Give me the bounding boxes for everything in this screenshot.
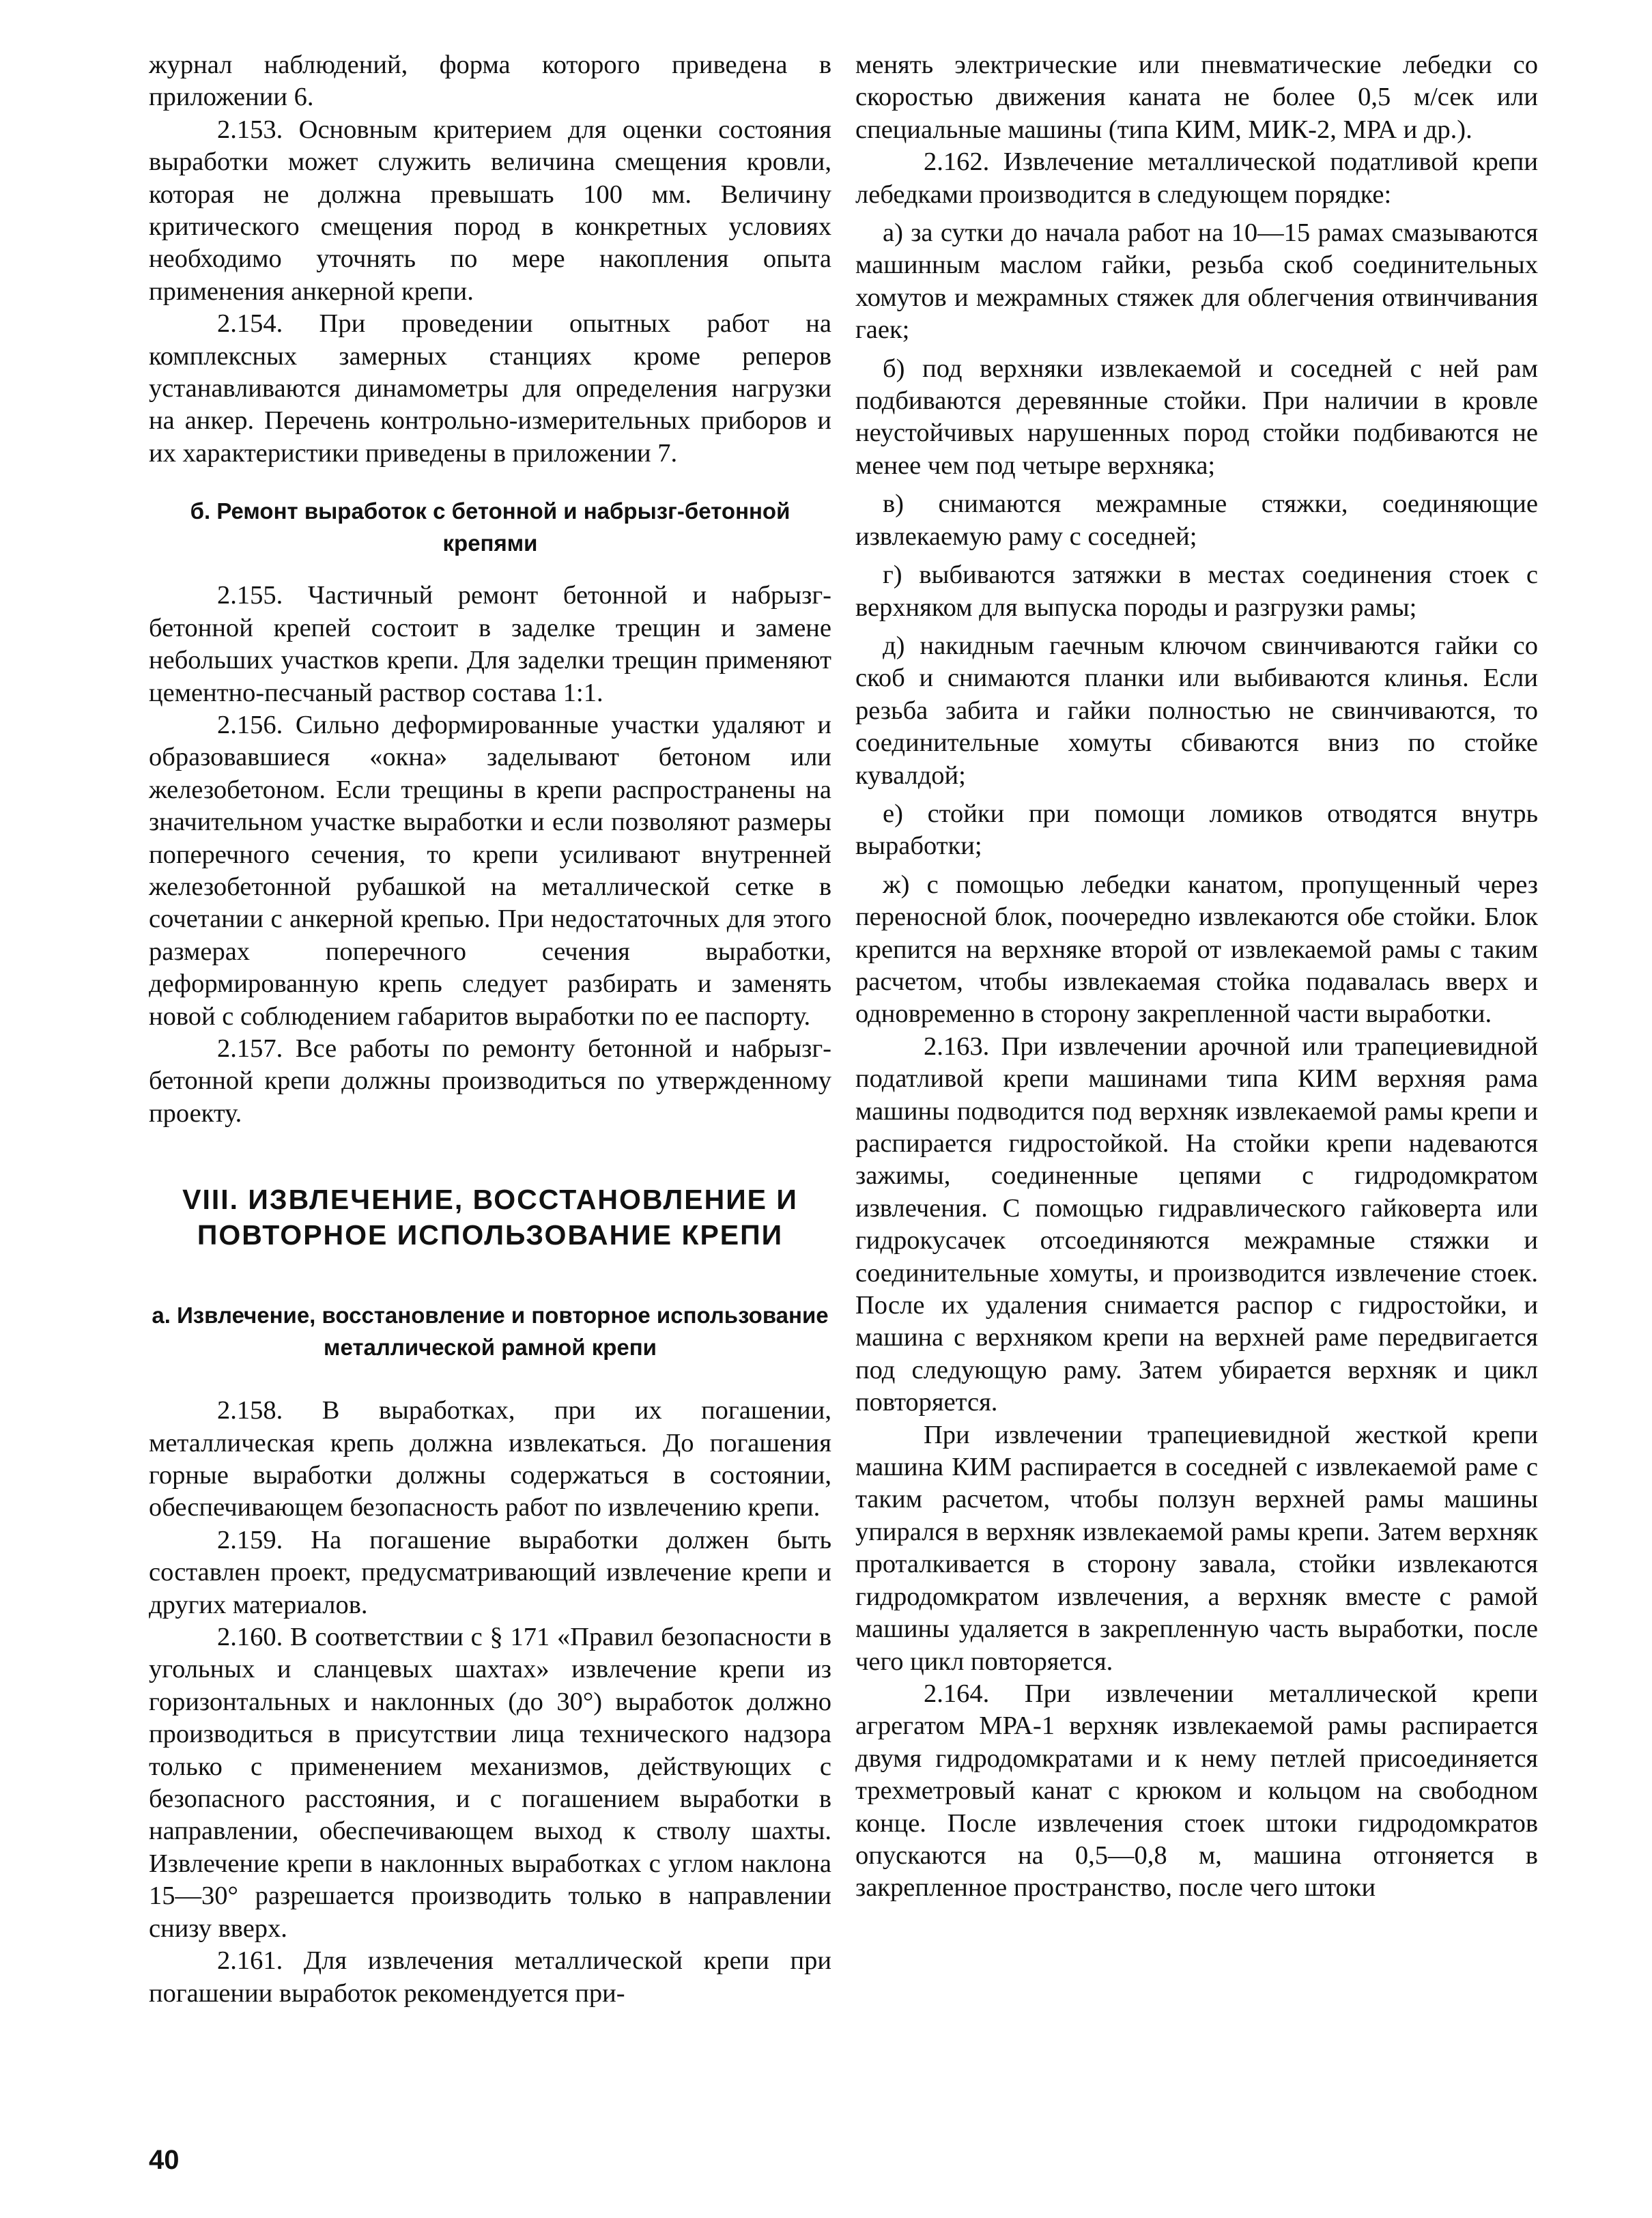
section-heading-a: а. Извлечение, восстановление и повторное использование металлической рамной крепи bbox=[152, 1303, 829, 1361]
paragraph-2-164: 2.164. При извлечении металлической крепи агрегатом МРА-1 верхняк извлекаемой рамы распирается двумя гидродомкратами и к нему петлей присоединяется трехметровый канат с крюком и кольцом на свободном конце. После извлечения стоек штоки гидродомкратов опускаются на 0,5—0,8 м, машина отгоняется в закрепленное пространство, после чего штоки bbox=[855, 1679, 1538, 1903]
paragraph-2-158: 2.158. В выработках, при их погашении, металлическая крепь должна извлекаться. До погашения горные выработки должны содержаться в состоянии, обеспечивающем безопасность работ по извлечению крепи. bbox=[149, 1396, 831, 1522]
paragraph-2-155: 2.155. Частичный ремонт бетонной и набрызг-бетонной крепей состоит в заделке трещин и замене небольших участков крепи. Для заделки трещин применяют цементно-песчаный раствор состава 1:1. bbox=[149, 581, 831, 707]
list-item-d: д) накидным гаечным ключом свинчиваются гайки со скоб и снимаются планки или выбиваются клинья. Если резьба забита и гайки полностью не свинчиваются, то соединительные хомуты сбиваются вниз по стойке кувалдой; bbox=[855, 631, 1538, 790]
paragraph-2-163: 2.163. При извлечении арочной или трапециевидной податливой крепи машинами типа КИМ верхняя рама машины подводится под верхняк извлекаемой рамы крепи и распирается гидростойкой. На стойки крепи надеваются зажимы, соединенные цепями с гидродомкратом извлечения. С помощью гидравлического гайковерта или гидрокусачек отсоединяются межрамные стяжки и соединительные хомуты, и производится извлечение стоек. После их удаления снимается распор с гидростойки, и машина с верхняком крепи на верхней раме передвигается под следующую раму. Затем убирается верхняк и цикл повторяется. bbox=[855, 1032, 1538, 1417]
paragraph: менять электрические или пневматические лебедки со скоростью движения каната не более 0,5 м/сек или специальные машины (типа КИМ, МИК-2, МРА и др.). bbox=[855, 51, 1538, 144]
paragraph: журнал наблюдений, форма которого приведена в приложении 6. bbox=[149, 51, 831, 112]
paragraph-2-153: 2.153. Основным критерием для оценки состояния выработки может служить величина смещения кровли, которая не должна превышать 100 мм. Величину критического смещения пород в конкретных условиях необходимо уточнять по мере накопления опыта применения анкерной крепи. bbox=[149, 115, 831, 306]
paragraph-2-162: 2.162. Извлечение металлической податливой крепи лебедками производится в следующем порядке: bbox=[855, 147, 1538, 209]
list-item-b: б) под верхняки извлекаемой и соседней с ней рам подбиваются деревянные стойки. При наличии в кровле неустойчивых нарушенных пород стойки подбиваются не менее чем под четыре верхняка; bbox=[855, 354, 1538, 480]
list-item-a: а) за сутки до начала работ на 10—15 рамах смазываются машинным маслом гайки, резьба скоб соединительных хомутов и межрамных стяжек для облегчения отвинчивания гаек; bbox=[855, 218, 1538, 345]
chapter-heading: VIII. ИЗВЛЕЧЕНИЕ, ВОССТАНОВЛЕНИЕ И ПОВТОРНОЕ ИСПОЛЬЗОВАНИЕ КРЕПИ bbox=[182, 1184, 798, 1251]
paragraph-2-154: 2.154. При проведении опытных работ на комплексных замерных станциях кроме реперов устанавливаются динамометры для определения нагрузки на анкер. Перечень контрольно-измерительных приборов и их характеристики приведены в приложении 7. bbox=[149, 309, 831, 468]
paragraph-2-157: 2.157. Все работы по ремонту бетонной и набрызг-бетонной крепи должны производиться по утвержденному проекту. bbox=[149, 1034, 831, 1128]
section-heading-b: б. Ремонт выработок с бетонной и набрызг-бетонной крепями bbox=[190, 498, 791, 556]
list-item-g: г) выбиваются затяжки в местах соединения стоек с верхняком для выпуска породы и разгрузки рамы; bbox=[855, 560, 1538, 622]
paragraph-2-159: 2.159. На погашение выработки должен быть составлен проект, предусматривающий извлечение крепи и других материалов. bbox=[149, 1525, 831, 1619]
list-item-zh: ж) с помощью лебедки канатом, пропущенный через переносной блок, поочередно извлекаются обе стойки. Блок крепится на верхняке второй от извлекаемой рамы с таким расчетом, чтобы извлекаемая стойка подавалась вверх и одновременно в сторону закрепленной части выработки. bbox=[855, 870, 1538, 1029]
list-item-e: е) стойки при помощи ломиков отводятся внутрь выработки; bbox=[855, 799, 1538, 861]
right-column bbox=[855, 49, 1538, 1905]
paragraph-2-161: 2.161. Для извлечения металлической крепи при погашении выработок рекомендуется при- bbox=[149, 1946, 831, 2008]
page-number: 40 bbox=[149, 2145, 180, 2175]
paragraph-2-156: 2.156. Сильно деформированные участки удаляют и образовавшиеся «окна» заделывают бетоном или железобетоном. Если трещины в крепи распространены на значительном участке выработки и если позволяют размеры поперечного сечения, то крепи усиливают внутренней железобетонной рубашкой на металлической сетке в сочетании с анкерной крепью. При недостаточных для этого размерах поперечного сечения выработки, деформированную крепь следует разбирать и заменять новой с соблюдением габаритов выработки по ее паспорту. bbox=[149, 710, 831, 1031]
paragraph: При извлечении трапециевидной жесткой крепи машина КИМ распирается в соседней с извлекаемой раме с таким расчетом, чтобы ползун верхней рамы машины упирался в верхняк извлекаемой рамы крепи. Затем верхняк проталкивается в сторону завала, стойки извлекаются гидродомкратом извлечения, а верхняк вместе с рамой машины удаляется в закрепленную часть выработки, после чего цикл повторяется. bbox=[855, 1420, 1538, 1676]
left-column bbox=[149, 49, 831, 2010]
list-item-v: в) снимаются межрамные стяжки, соединяющие извлекаемую раму с соседней; bbox=[855, 489, 1538, 551]
paragraph-2-160: 2.160. В соответствии с § 171 «Правил безопасности в угольных и сланцевых шахтах» извлечение крепи из горизонтальных и наклонных (до 30°) выработок должно производиться в присутствии лица технического надзора только с применением механизмов, действующих с безопасного расстояния, и с погашением выработки в направлении, обеспечивающем выход к стволу шахты. Извлечение крепи в наклонных выработках с углом наклона 15—30° разрешается производить только в направлении снизу вверх. bbox=[149, 1623, 831, 1943]
